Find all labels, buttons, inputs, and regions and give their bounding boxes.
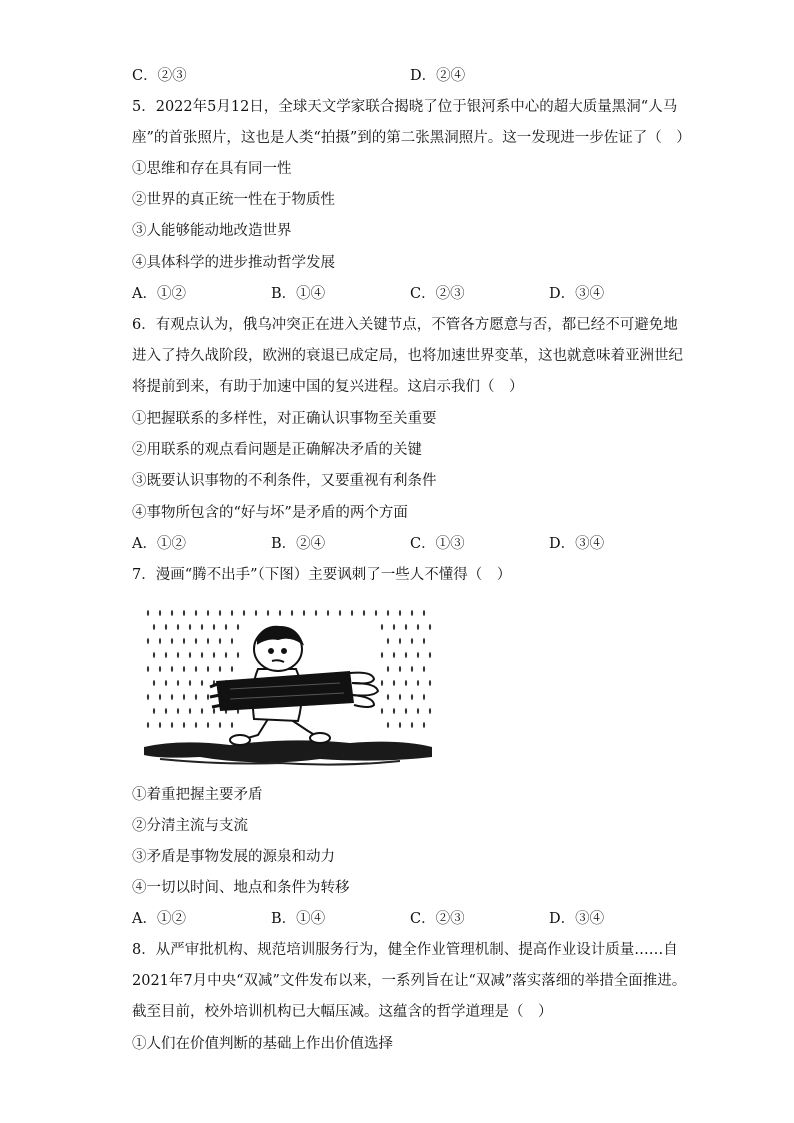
- raindrop: [381, 652, 383, 658]
- raindrop: [165, 708, 167, 714]
- raindrop: [381, 624, 383, 630]
- raindrop: [423, 638, 425, 644]
- raindrop: [315, 610, 317, 616]
- raindrop: [231, 610, 233, 616]
- q5-stem-line-2: 座”的首张照片，这也是人类“拍摄”到的第二张黑洞照片。这一发现进一步佐证了（ ）: [132, 130, 691, 146]
- q7-item-2: ②分清主流与支流: [132, 818, 248, 834]
- raindrop: [147, 694, 149, 700]
- q6-stem-line-3: 将提前到来，有助于加速中国的复兴进程。这启示我们（ ）: [132, 379, 524, 395]
- q6-item-3: ③既要认识事物的不利条件，又要重视有利条件: [132, 473, 437, 489]
- raindrop: [153, 680, 155, 686]
- raindrop: [153, 652, 155, 658]
- q8-stem-line-2: 2021年7月中央“双减”文件发布以来，一系列旨在让“双减”落实落细的举措全面推进。: [132, 973, 687, 989]
- raindrop: [411, 638, 413, 644]
- raindrop: [399, 638, 401, 644]
- raindrop: [387, 610, 389, 616]
- raindrop: [411, 722, 413, 728]
- raindrop: [171, 610, 173, 616]
- raindrop: [207, 666, 209, 672]
- q7-item-3: ③矛盾是事物发展的源泉和动力: [132, 849, 335, 865]
- raindrop: [405, 680, 407, 686]
- q5-item-1: ①思维和存在具有同一性: [132, 161, 292, 177]
- raindrop: [183, 722, 185, 728]
- cartoon-image: [140, 607, 436, 773]
- raindrop: [423, 722, 425, 728]
- option-c[interactable]: C．②③: [410, 286, 465, 302]
- raindrop: [177, 708, 179, 714]
- q8-item-1: ①人们在价值判断的基础上作出价值选择: [132, 1036, 393, 1052]
- raindrop: [171, 666, 173, 672]
- umbrella-bundle: [210, 671, 378, 711]
- raindrop: [237, 624, 239, 630]
- raindrop: [189, 652, 191, 658]
- raindrop: [159, 638, 161, 644]
- raindrop: [195, 694, 197, 700]
- q6-stem-line-2: 进入了持久战阶段，欧洲的衰退已成定局，也将加速世界变革，这也就意味着亚洲世纪: [132, 348, 683, 364]
- raindrop: [147, 638, 149, 644]
- raindrop: [177, 680, 179, 686]
- raindrop: [399, 722, 401, 728]
- raindrop: [183, 666, 185, 672]
- raindrop: [153, 624, 155, 630]
- raindrop: [225, 652, 227, 658]
- raindrop: [417, 708, 419, 714]
- raindrop: [171, 722, 173, 728]
- raindrop: [219, 638, 221, 644]
- raindrop: [411, 694, 413, 700]
- raindrop: [159, 610, 161, 616]
- q5-item-3: ③人能够能动地改造世界: [132, 223, 292, 239]
- raindrop: [423, 694, 425, 700]
- raindrop: [171, 694, 173, 700]
- raindrop: [219, 722, 221, 728]
- q5-options: [132, 284, 692, 304]
- raindrop: [387, 638, 389, 644]
- option-d[interactable]: D．③④: [549, 911, 605, 927]
- raindrop: [231, 638, 233, 644]
- q6-item-1: ①把握联系的多样性，对正确认识事物至关重要: [132, 411, 437, 427]
- raindrop: [393, 708, 395, 714]
- raindrop: [429, 652, 431, 658]
- raindrop: [165, 624, 167, 630]
- option-b[interactable]: B．①④: [271, 286, 326, 302]
- raindrop: [153, 708, 155, 714]
- raindrop: [255, 610, 257, 616]
- raindrop: [213, 708, 215, 714]
- raindrop: [147, 666, 149, 672]
- raindrop: [195, 666, 197, 672]
- raindrop: [387, 666, 389, 672]
- raindrop: [399, 666, 401, 672]
- raindrop: [201, 680, 203, 686]
- raindrop: [177, 652, 179, 658]
- raindrop: [399, 610, 401, 616]
- raindrop: [291, 610, 293, 616]
- raindrop: [165, 652, 167, 658]
- q5-item-4: ④具体科学的进步推动哲学发展: [132, 255, 335, 271]
- raindrop: [147, 610, 149, 616]
- raindrop: [381, 680, 383, 686]
- raindrop: [201, 624, 203, 630]
- raindrop: [237, 652, 239, 658]
- raindrop: [231, 666, 233, 672]
- option-a[interactable]: A．①②: [132, 536, 186, 552]
- raindrop: [351, 610, 353, 616]
- raindrop: [165, 680, 167, 686]
- raindrop: [393, 624, 395, 630]
- q8-stem-line-3: 截至目前，校外培训机构已大幅压减。这蕴含的哲学道理是（ ）: [132, 1004, 553, 1020]
- raindrop: [423, 666, 425, 672]
- raindrop: [405, 652, 407, 658]
- raindrop: [189, 624, 191, 630]
- option-d[interactable]: D．②④: [410, 68, 466, 84]
- q6-stem-line-1: 6．有观点认为，俄乌冲突正在进入关键节点，不管各方愿意与否，都已经不可避免地: [132, 317, 678, 333]
- raindrop: [225, 624, 227, 630]
- q7-item-4: ④一切以时间、地点和条件为转移: [132, 880, 350, 896]
- q7-stem-line-1: 7．漫画“腾不出手”（下图）主要讽刺了一些人不懂得（ ）: [132, 567, 512, 583]
- q4-options: [132, 66, 692, 86]
- raindrop: [267, 610, 269, 616]
- option-a[interactable]: A．①②: [132, 911, 186, 927]
- raindrop: [387, 722, 389, 728]
- raindrop: [195, 638, 197, 644]
- raindrop: [393, 652, 395, 658]
- raindrop: [201, 652, 203, 658]
- raindrop: [177, 624, 179, 630]
- raindrop: [159, 666, 161, 672]
- q7-options: [132, 909, 692, 929]
- raindrop: [429, 708, 431, 714]
- option-d[interactable]: D．③④: [549, 286, 605, 302]
- q6-options: [132, 534, 692, 554]
- raindrop: [183, 638, 185, 644]
- raindrop: [207, 722, 209, 728]
- raindrop: [231, 722, 233, 728]
- q5-stem-line-1: 5．2022年5月12日，全球天文学家联合揭晓了位于银河系中心的超大质量黑洞“人马: [132, 99, 678, 115]
- raindrop: [339, 610, 341, 616]
- raindrop: [183, 694, 185, 700]
- raindrop: [423, 610, 425, 616]
- raindrop: [147, 722, 149, 728]
- raindrop: [393, 680, 395, 686]
- option-c[interactable]: C．②③: [132, 68, 187, 84]
- raindrop: [213, 652, 215, 658]
- raindrop: [213, 624, 215, 630]
- raindrop: [219, 666, 221, 672]
- raindrop: [183, 610, 185, 616]
- option-b[interactable]: B．②④: [271, 536, 326, 552]
- raindrop: [207, 694, 209, 700]
- raindrop: [417, 624, 419, 630]
- option-a[interactable]: A．①②: [132, 286, 186, 302]
- raindrop: [195, 610, 197, 616]
- raindrop: [405, 624, 407, 630]
- raindrop: [429, 680, 431, 686]
- raindrop: [387, 694, 389, 700]
- raindrop: [363, 610, 365, 616]
- raindrop: [429, 624, 431, 630]
- raindrop: [207, 638, 209, 644]
- option-b[interactable]: B．①④: [271, 911, 326, 927]
- q7-item-1: ①着重把握主要矛盾: [132, 787, 263, 803]
- raindrop: [195, 722, 197, 728]
- q6-item-2: ②用联系的观点看问题是正确解决矛盾的关键: [132, 442, 422, 458]
- raindrop: [159, 722, 161, 728]
- option-c[interactable]: C．②③: [410, 911, 465, 927]
- raindrop: [201, 708, 203, 714]
- raindrop: [159, 694, 161, 700]
- q5-item-2: ②世界的真正统一性在于物质性: [132, 192, 335, 208]
- raindrop: [405, 708, 407, 714]
- raindrop: [399, 694, 401, 700]
- raindrop: [417, 652, 419, 658]
- raindrop: [381, 708, 383, 714]
- raindrop: [279, 610, 281, 616]
- q8-stem-line-1: 8．从严审批机构、规范培训服务行为，健全作业管理机制、提高作业设计质量……自: [132, 942, 678, 958]
- raindrop: [375, 610, 377, 616]
- raindrop: [219, 610, 221, 616]
- raindrop: [207, 610, 209, 616]
- raindrop: [417, 680, 419, 686]
- raindrop: [189, 708, 191, 714]
- q6-item-4: ④事物所包含的“好与坏”是矛盾的两个方面: [132, 505, 408, 521]
- raindrop: [411, 666, 413, 672]
- option-c[interactable]: C．①③: [410, 536, 465, 552]
- raindrop: [411, 610, 413, 616]
- raindrop: [243, 610, 245, 616]
- raindrop: [303, 610, 305, 616]
- raindrop: [327, 610, 329, 616]
- raindrop: [189, 680, 191, 686]
- raindrop: [171, 638, 173, 644]
- option-d[interactable]: D．③④: [549, 536, 605, 552]
